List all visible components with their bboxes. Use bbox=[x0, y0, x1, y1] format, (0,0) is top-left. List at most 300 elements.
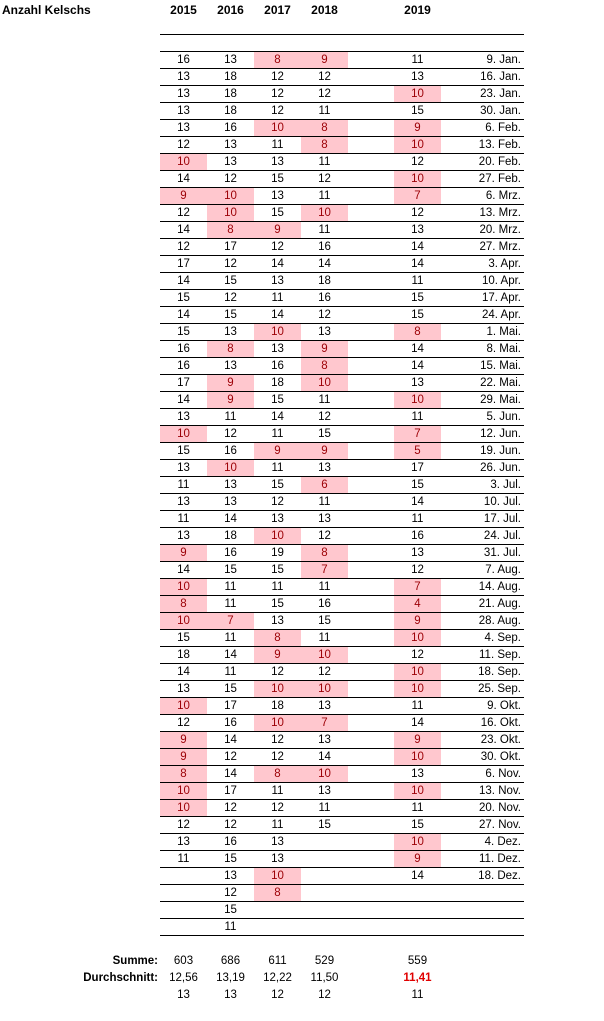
count-cell-2019[interactable]: 10 bbox=[394, 664, 441, 680]
count-cell-2018[interactable]: 8 bbox=[301, 137, 348, 153]
count-cell-2018[interactable]: 16 bbox=[318, 598, 331, 610]
count-cell-2015[interactable]: 13 bbox=[177, 683, 190, 695]
count-cell-2016[interactable]: 9 bbox=[207, 392, 254, 408]
count-cell-2018[interactable] bbox=[301, 868, 348, 884]
count-cell-2015[interactable]: 16 bbox=[177, 343, 190, 355]
count-cell-2015[interactable]: 14 bbox=[177, 275, 190, 287]
count-cell-2019[interactable]: 13 bbox=[411, 224, 424, 236]
count-cell-2019[interactable]: 5 bbox=[394, 443, 441, 459]
count-cell-2017[interactable]: 12 bbox=[271, 751, 284, 763]
count-cell-2016[interactable]: 12 bbox=[224, 819, 237, 831]
count-cell-2017[interactable]: 8 bbox=[254, 52, 301, 68]
count-cell-2015[interactable] bbox=[160, 885, 207, 901]
count-cell-2017[interactable] bbox=[254, 919, 301, 935]
count-cell-2017[interactable]: 19 bbox=[271, 547, 284, 559]
count-cell-2019[interactable]: 12 bbox=[411, 207, 424, 219]
date-cell[interactable]: 3. Apr. bbox=[488, 258, 521, 270]
count-cell-2019[interactable]: 15 bbox=[411, 819, 424, 831]
count-cell-2015[interactable]: 13 bbox=[177, 836, 190, 848]
count-cell-2017[interactable]: 13 bbox=[271, 513, 284, 525]
count-cell-2017[interactable]: 10 bbox=[254, 528, 301, 544]
date-cell[interactable]: 23. Okt. bbox=[480, 734, 521, 746]
count-cell-2016[interactable]: 13 bbox=[224, 326, 237, 338]
count-cell-2017[interactable]: 15 bbox=[271, 564, 284, 576]
count-cell-2017[interactable]: 10 bbox=[254, 681, 301, 697]
count-cell-2017[interactable]: 11 bbox=[271, 292, 284, 304]
count-cell-2019[interactable]: 13 bbox=[411, 547, 424, 559]
count-cell-2016[interactable]: 10 bbox=[207, 460, 254, 476]
count-cell-2017[interactable]: 11 bbox=[271, 428, 284, 440]
count-cell-2018[interactable]: 18 bbox=[318, 275, 331, 287]
count-cell-2016[interactable]: 17 bbox=[224, 785, 237, 797]
count-cell-2016[interactable]: 18 bbox=[224, 88, 237, 100]
count-cell-2016[interactable]: 12 bbox=[224, 173, 237, 185]
count-cell-2015[interactable]: 17 bbox=[177, 258, 190, 270]
count-cell-2019[interactable]: 9 bbox=[394, 732, 441, 748]
count-cell-2016[interactable]: 13 bbox=[224, 360, 237, 372]
count-cell-2016[interactable]: 13 bbox=[224, 139, 237, 151]
count-cell-2019[interactable] bbox=[394, 902, 441, 918]
count-cell-2019[interactable]: 14 bbox=[411, 360, 424, 372]
count-cell-2019[interactable]: 10 bbox=[394, 171, 441, 187]
count-cell-2017[interactable]: 13 bbox=[271, 343, 284, 355]
count-cell-2019[interactable]: 14 bbox=[411, 496, 424, 508]
count-cell-2019[interactable]: 14 bbox=[411, 717, 424, 729]
count-cell-2017[interactable]: 12 bbox=[271, 241, 284, 253]
count-cell-2019[interactable]: 11 bbox=[411, 275, 424, 287]
count-cell-2017[interactable]: 12 bbox=[271, 496, 284, 508]
count-cell-2016[interactable]: 12 bbox=[224, 428, 237, 440]
count-cell-2017[interactable]: 11 bbox=[271, 581, 284, 593]
count-cell-2018[interactable]: 11 bbox=[318, 105, 331, 117]
count-cell-2018[interactable]: 16 bbox=[318, 241, 331, 253]
count-cell-2019[interactable]: 11 bbox=[411, 54, 424, 66]
count-cell-2015[interactable]: 13 bbox=[177, 530, 190, 542]
count-cell-2015[interactable]: 14 bbox=[177, 224, 190, 236]
count-cell-2016[interactable]: 15 bbox=[224, 683, 237, 695]
date-cell[interactable]: 1. Mai. bbox=[486, 326, 521, 338]
date-cell[interactable]: 29. Mai. bbox=[480, 394, 521, 406]
count-cell-2016[interactable]: 12 bbox=[224, 751, 237, 763]
count-cell-2015[interactable]: 12 bbox=[177, 241, 190, 253]
count-cell-2018[interactable]: 14 bbox=[318, 258, 331, 270]
date-cell[interactable]: 11. Dez. bbox=[479, 853, 521, 865]
count-cell-2016[interactable]: 13 bbox=[224, 496, 237, 508]
count-cell-2018[interactable]: 12 bbox=[318, 173, 331, 185]
count-cell-2015[interactable]: 14 bbox=[177, 666, 190, 678]
date-cell[interactable]: 13. Nov. bbox=[479, 785, 521, 797]
count-cell-2018[interactable]: 16 bbox=[318, 292, 331, 304]
count-cell-2015[interactable]: 14 bbox=[177, 394, 190, 406]
count-cell-2015[interactable]: 11 bbox=[177, 853, 190, 865]
count-cell-2015[interactable]: 12 bbox=[177, 819, 190, 831]
count-cell-2017[interactable]: 15 bbox=[271, 598, 284, 610]
count-cell-2015[interactable]: 14 bbox=[177, 309, 190, 321]
count-cell-2019[interactable]: 9 bbox=[394, 120, 441, 136]
count-cell-2015[interactable]: 15 bbox=[177, 445, 190, 457]
count-cell-2015[interactable]: 16 bbox=[177, 360, 190, 372]
count-cell-2017[interactable]: 13 bbox=[271, 156, 284, 168]
count-cell-2019[interactable]: 11 bbox=[411, 700, 424, 712]
count-cell-2019[interactable]: 10 bbox=[394, 86, 441, 102]
count-cell-2017[interactable]: 9 bbox=[254, 222, 301, 238]
count-cell-2016[interactable] bbox=[207, 35, 254, 51]
count-cell-2016[interactable]: 14 bbox=[224, 768, 237, 780]
count-cell-2018[interactable]: 15 bbox=[318, 428, 331, 440]
count-cell-2015[interactable]: 9 bbox=[160, 545, 207, 561]
count-cell-2018[interactable]: 12 bbox=[318, 88, 331, 100]
count-cell-2018[interactable] bbox=[301, 35, 348, 51]
date-cell[interactable]: 18. Dez. bbox=[478, 870, 521, 882]
count-cell-2015[interactable]: 15 bbox=[177, 632, 190, 644]
count-cell-2015[interactable]: 13 bbox=[177, 496, 190, 508]
count-cell-2015[interactable]: 15 bbox=[177, 326, 190, 338]
count-cell-2015[interactable]: 13 bbox=[177, 411, 190, 423]
count-cell-2015[interactable]: 8 bbox=[160, 596, 207, 612]
count-cell-2018[interactable] bbox=[301, 902, 348, 918]
count-cell-2017[interactable]: 15 bbox=[271, 173, 284, 185]
count-cell-2015[interactable]: 9 bbox=[160, 188, 207, 204]
date-cell[interactable]: 12. Jun. bbox=[480, 428, 521, 440]
count-cell-2017[interactable] bbox=[254, 902, 301, 918]
count-cell-2018[interactable] bbox=[301, 885, 348, 901]
count-cell-2018[interactable]: 9 bbox=[301, 341, 348, 357]
count-cell-2016[interactable]: 13 bbox=[224, 156, 237, 168]
count-cell-2018[interactable]: 10 bbox=[301, 375, 348, 391]
count-cell-2018[interactable]: 10 bbox=[301, 681, 348, 697]
count-cell-2016[interactable]: 10 bbox=[207, 205, 254, 221]
count-cell-2017[interactable]: 13 bbox=[271, 615, 284, 627]
count-cell-2015[interactable] bbox=[160, 35, 207, 51]
count-cell-2017[interactable]: 11 bbox=[271, 139, 284, 151]
count-cell-2015[interactable]: 9 bbox=[160, 749, 207, 765]
count-cell-2018[interactable]: 11 bbox=[318, 802, 331, 814]
count-cell-2016[interactable]: 8 bbox=[207, 341, 254, 357]
date-cell[interactable]: 16. Jan. bbox=[480, 71, 521, 83]
count-cell-2019[interactable] bbox=[394, 35, 441, 51]
count-cell-2016[interactable]: 12 bbox=[224, 802, 237, 814]
count-cell-2015[interactable] bbox=[160, 919, 207, 935]
count-cell-2019[interactable]: 10 bbox=[394, 681, 441, 697]
count-cell-2018[interactable]: 13 bbox=[318, 462, 331, 474]
date-cell[interactable]: 5. Jun. bbox=[486, 411, 521, 423]
count-cell-2017[interactable]: 14 bbox=[271, 411, 284, 423]
count-cell-2017[interactable]: 18 bbox=[271, 377, 284, 389]
count-cell-2015[interactable]: 13 bbox=[177, 71, 190, 83]
count-cell-2015[interactable]: 10 bbox=[160, 579, 207, 595]
count-cell-2016[interactable]: 17 bbox=[224, 700, 237, 712]
count-cell-2017[interactable]: 18 bbox=[271, 700, 284, 712]
count-cell-2019[interactable]: 8 bbox=[394, 324, 441, 340]
count-cell-2015[interactable]: 14 bbox=[177, 173, 190, 185]
count-cell-2018[interactable]: 10 bbox=[301, 766, 348, 782]
count-cell-2019[interactable]: 15 bbox=[411, 309, 424, 321]
count-cell-2016[interactable]: 16 bbox=[224, 445, 237, 457]
date-cell[interactable]: 22. Mai. bbox=[480, 377, 521, 389]
count-cell-2016[interactable]: 10 bbox=[207, 188, 254, 204]
count-cell-2018[interactable]: 11 bbox=[318, 190, 331, 202]
count-cell-2018[interactable]: 9 bbox=[301, 443, 348, 459]
count-cell-2018[interactable]: 10 bbox=[301, 647, 348, 663]
count-cell-2017[interactable]: 12 bbox=[271, 802, 284, 814]
count-cell-2016[interactable]: 13 bbox=[224, 54, 237, 66]
count-cell-2018[interactable]: 15 bbox=[318, 819, 331, 831]
count-cell-2017[interactable]: 9 bbox=[254, 647, 301, 663]
count-cell-2018[interactable]: 8 bbox=[301, 545, 348, 561]
count-cell-2015[interactable]: 13 bbox=[177, 88, 190, 100]
date-cell[interactable]: 24. Jul. bbox=[483, 530, 521, 542]
count-cell-2016[interactable]: 11 bbox=[224, 411, 237, 423]
date-cell[interactable]: 20. Feb. bbox=[478, 156, 521, 168]
count-cell-2017[interactable]: 10 bbox=[254, 324, 301, 340]
date-cell[interactable]: 19. Jun. bbox=[480, 445, 521, 457]
count-cell-2017[interactable]: 13 bbox=[271, 190, 284, 202]
date-cell[interactable]: 20. Nov. bbox=[479, 802, 521, 814]
count-cell-2019[interactable]: 12 bbox=[411, 649, 424, 661]
date-cell[interactable]: 17. Jul. bbox=[483, 513, 521, 525]
count-cell-2018[interactable]: 12 bbox=[318, 71, 331, 83]
count-cell-2017[interactable]: 15 bbox=[271, 394, 284, 406]
count-cell-2015[interactable]: 10 bbox=[160, 783, 207, 799]
count-cell-2016[interactable]: 18 bbox=[224, 71, 237, 83]
count-cell-2015[interactable]: 12 bbox=[177, 717, 190, 729]
count-cell-2015[interactable]: 11 bbox=[177, 513, 190, 525]
count-cell-2019[interactable]: 10 bbox=[394, 749, 441, 765]
date-cell[interactable]: 27. Mrz. bbox=[479, 241, 521, 253]
count-cell-2015[interactable]: 10 bbox=[160, 613, 207, 629]
count-cell-2019[interactable]: 12 bbox=[411, 156, 424, 168]
count-cell-2018[interactable]: 10 bbox=[301, 205, 348, 221]
count-cell-2018[interactable]: 11 bbox=[318, 581, 331, 593]
count-cell-2018[interactable]: 12 bbox=[318, 666, 331, 678]
count-cell-2016[interactable]: 12 bbox=[224, 292, 237, 304]
count-cell-2017[interactable]: 12 bbox=[271, 71, 284, 83]
count-cell-2018[interactable]: 13 bbox=[318, 513, 331, 525]
count-cell-2019[interactable]: 14 bbox=[411, 870, 424, 882]
count-cell-2019[interactable]: 15 bbox=[411, 105, 424, 117]
count-cell-2015[interactable] bbox=[160, 902, 207, 918]
count-cell-2017[interactable]: 13 bbox=[271, 836, 284, 848]
count-cell-2018[interactable]: 9 bbox=[301, 52, 348, 68]
count-cell-2018[interactable]: 12 bbox=[318, 530, 331, 542]
count-cell-2019[interactable]: 17 bbox=[411, 462, 424, 474]
count-cell-2018[interactable]: 15 bbox=[318, 615, 331, 627]
date-cell[interactable]: 27. Nov. bbox=[479, 819, 521, 831]
count-cell-2018[interactable]: 13 bbox=[318, 700, 331, 712]
date-cell[interactable]: 7. Aug. bbox=[485, 564, 521, 576]
count-cell-2016[interactable]: 7 bbox=[207, 613, 254, 629]
count-cell-2016[interactable]: 15 bbox=[224, 904, 237, 916]
count-cell-2016[interactable]: 15 bbox=[224, 564, 237, 576]
count-cell-2019[interactable] bbox=[394, 919, 441, 935]
count-cell-2019[interactable]: 10 bbox=[394, 834, 441, 850]
count-cell-2019[interactable]: 11 bbox=[411, 802, 424, 814]
count-cell-2015[interactable]: 11 bbox=[177, 479, 190, 491]
date-cell[interactable]: 21. Aug. bbox=[478, 598, 521, 610]
count-cell-2016[interactable]: 17 bbox=[224, 241, 237, 253]
count-cell-2017[interactable]: 12 bbox=[271, 734, 284, 746]
date-cell[interactable]: 4. Sep. bbox=[484, 632, 521, 644]
date-cell[interactable]: 31. Jul. bbox=[483, 547, 521, 559]
count-cell-2019[interactable]: 14 bbox=[411, 343, 424, 355]
count-cell-2018[interactable]: 14 bbox=[318, 751, 331, 763]
date-cell[interactable]: 10. Jul. bbox=[483, 496, 521, 508]
count-cell-2016[interactable]: 13 bbox=[224, 870, 237, 882]
count-cell-2016[interactable]: 11 bbox=[224, 581, 237, 593]
count-cell-2015[interactable]: 12 bbox=[177, 139, 190, 151]
count-cell-2018[interactable]: 11 bbox=[318, 632, 331, 644]
count-cell-2017[interactable]: 12 bbox=[271, 88, 284, 100]
count-cell-2016[interactable]: 18 bbox=[224, 105, 237, 117]
date-cell[interactable]: 16. Okt. bbox=[480, 717, 521, 729]
count-cell-2018[interactable]: 8 bbox=[301, 120, 348, 136]
date-cell[interactable]: 3. Jul. bbox=[490, 479, 521, 491]
date-cell[interactable]: 4. Dez. bbox=[484, 836, 521, 848]
count-cell-2016[interactable]: 12 bbox=[224, 887, 237, 899]
count-cell-2016[interactable]: 9 bbox=[207, 375, 254, 391]
count-cell-2016[interactable]: 14 bbox=[224, 649, 237, 661]
count-cell-2018[interactable]: 11 bbox=[318, 394, 331, 406]
date-cell[interactable]: 27. Feb. bbox=[478, 173, 521, 185]
count-cell-2018[interactable] bbox=[301, 834, 348, 850]
count-cell-2016[interactable]: 11 bbox=[224, 666, 237, 678]
date-cell[interactable]: 13. Mrz. bbox=[479, 207, 521, 219]
count-cell-2019[interactable]: 7 bbox=[394, 579, 441, 595]
count-cell-2019[interactable]: 14 bbox=[411, 241, 424, 253]
count-cell-2018[interactable]: 12 bbox=[318, 309, 331, 321]
date-cell[interactable]: 24. Apr. bbox=[481, 309, 521, 321]
count-cell-2019[interactable]: 10 bbox=[394, 137, 441, 153]
count-cell-2015[interactable]: 10 bbox=[160, 800, 207, 816]
date-cell[interactable]: 20. Mrz. bbox=[479, 224, 521, 236]
date-cell[interactable]: 18. Sep. bbox=[478, 666, 521, 678]
count-cell-2017[interactable]: 13 bbox=[271, 853, 284, 865]
count-cell-2016[interactable]: 15 bbox=[224, 275, 237, 287]
count-cell-2016[interactable]: 18 bbox=[224, 530, 237, 542]
date-cell[interactable]: 23. Jan. bbox=[480, 88, 521, 100]
count-cell-2018[interactable]: 6 bbox=[301, 477, 348, 493]
date-cell[interactable]: 15. Mai. bbox=[480, 360, 521, 372]
count-cell-2016[interactable]: 11 bbox=[224, 632, 237, 644]
count-cell-2015[interactable]: 16 bbox=[177, 54, 190, 66]
count-cell-2019[interactable]: 10 bbox=[394, 783, 441, 799]
count-cell-2017[interactable]: 13 bbox=[271, 275, 284, 287]
date-cell[interactable]: 6. Mrz. bbox=[485, 190, 521, 202]
count-cell-2019[interactable]: 9 bbox=[394, 613, 441, 629]
count-cell-2019[interactable]: 13 bbox=[411, 377, 424, 389]
count-cell-2019[interactable]: 12 bbox=[411, 564, 424, 576]
count-cell-2018[interactable]: 11 bbox=[318, 224, 331, 236]
date-cell[interactable]: 17. Apr. bbox=[481, 292, 521, 304]
count-cell-2019[interactable]: 9 bbox=[394, 851, 441, 867]
date-cell[interactable]: 9. Jan. bbox=[486, 54, 521, 66]
count-cell-2018[interactable]: 7 bbox=[301, 562, 348, 578]
count-cell-2016[interactable]: 16 bbox=[224, 547, 237, 559]
count-cell-2017[interactable]: 12 bbox=[271, 105, 284, 117]
count-cell-2015[interactable]: 13 bbox=[177, 122, 190, 134]
count-cell-2016[interactable]: 16 bbox=[224, 717, 237, 729]
count-cell-2016[interactable]: 14 bbox=[224, 513, 237, 525]
count-cell-2017[interactable]: 8 bbox=[254, 766, 301, 782]
count-cell-2017[interactable] bbox=[254, 35, 301, 51]
count-cell-2017[interactable]: 15 bbox=[271, 207, 284, 219]
date-cell[interactable]: 9. Okt. bbox=[487, 700, 521, 712]
count-cell-2019[interactable]: 11 bbox=[411, 513, 424, 525]
count-cell-2019[interactable]: 14 bbox=[411, 258, 424, 270]
count-cell-2019[interactable]: 13 bbox=[411, 768, 424, 780]
date-cell[interactable]: 30. Okt. bbox=[480, 751, 521, 763]
count-cell-2017[interactable]: 9 bbox=[254, 443, 301, 459]
count-cell-2017[interactable]: 12 bbox=[271, 666, 284, 678]
count-cell-2015[interactable]: 18 bbox=[177, 649, 190, 661]
count-cell-2015[interactable]: 8 bbox=[160, 766, 207, 782]
count-cell-2018[interactable]: 7 bbox=[301, 715, 348, 731]
count-cell-2019[interactable] bbox=[394, 885, 441, 901]
count-cell-2017[interactable]: 10 bbox=[254, 715, 301, 731]
count-cell-2017[interactable]: 11 bbox=[271, 462, 284, 474]
count-cell-2019[interactable]: 11 bbox=[411, 411, 424, 423]
count-cell-2018[interactable]: 11 bbox=[318, 496, 331, 508]
count-cell-2016[interactable]: 14 bbox=[224, 734, 237, 746]
count-cell-2015[interactable]: 15 bbox=[177, 292, 190, 304]
count-cell-2015[interactable]: 17 bbox=[177, 377, 190, 389]
date-cell[interactable]: 14. Aug. bbox=[478, 581, 521, 593]
date-cell[interactable]: 30. Jan. bbox=[480, 105, 521, 117]
count-cell-2019[interactable]: 15 bbox=[411, 292, 424, 304]
count-cell-2019[interactable]: 10 bbox=[394, 392, 441, 408]
count-cell-2015[interactable]: 10 bbox=[160, 426, 207, 442]
count-cell-2015[interactable]: 10 bbox=[160, 698, 207, 714]
count-cell-2016[interactable]: 16 bbox=[224, 122, 237, 134]
date-cell[interactable]: 25. Sep. bbox=[478, 683, 521, 695]
count-cell-2018[interactable]: 13 bbox=[318, 326, 331, 338]
count-cell-2017[interactable]: 15 bbox=[271, 479, 284, 491]
count-cell-2019[interactable]: 13 bbox=[411, 71, 424, 83]
count-cell-2015[interactable]: 13 bbox=[177, 462, 190, 474]
count-cell-2016[interactable]: 12 bbox=[224, 258, 237, 270]
count-cell-2018[interactable]: 13 bbox=[318, 785, 331, 797]
count-cell-2017[interactable]: 11 bbox=[271, 785, 284, 797]
count-cell-2016[interactable]: 11 bbox=[224, 598, 237, 610]
date-cell[interactable]: 6. Feb. bbox=[485, 122, 521, 134]
date-cell[interactable]: 6. Nov. bbox=[485, 768, 521, 780]
count-cell-2017[interactable]: 8 bbox=[254, 630, 301, 646]
count-cell-2018[interactable]: 11 bbox=[318, 156, 331, 168]
count-cell-2019[interactable]: 4 bbox=[394, 596, 441, 612]
count-cell-2017[interactable]: 16 bbox=[271, 360, 284, 372]
count-cell-2016[interactable]: 8 bbox=[207, 222, 254, 238]
count-cell-2016[interactable]: 13 bbox=[224, 479, 237, 491]
date-cell[interactable]: 26. Jun. bbox=[480, 462, 521, 474]
count-cell-2018[interactable]: 12 bbox=[318, 411, 331, 423]
count-cell-2017[interactable]: 14 bbox=[271, 258, 284, 270]
count-cell-2015[interactable] bbox=[160, 868, 207, 884]
date-cell[interactable]: 28. Aug. bbox=[478, 615, 521, 627]
count-cell-2015[interactable]: 10 bbox=[160, 154, 207, 170]
count-cell-2019[interactable]: 15 bbox=[411, 479, 424, 491]
date-cell[interactable]: 10. Apr. bbox=[481, 275, 521, 287]
count-cell-2017[interactable]: 8 bbox=[254, 885, 301, 901]
date-cell[interactable]: 8. Mai. bbox=[486, 343, 521, 355]
count-cell-2016[interactable]: 15 bbox=[224, 309, 237, 321]
count-cell-2017[interactable]: 10 bbox=[254, 120, 301, 136]
count-cell-2017[interactable]: 14 bbox=[271, 309, 284, 321]
count-cell-2018[interactable] bbox=[301, 851, 348, 867]
count-cell-2015[interactable]: 9 bbox=[160, 732, 207, 748]
count-cell-2017[interactable]: 11 bbox=[271, 819, 284, 831]
count-cell-2016[interactable]: 16 bbox=[224, 836, 237, 848]
count-cell-2015[interactable]: 14 bbox=[177, 564, 190, 576]
